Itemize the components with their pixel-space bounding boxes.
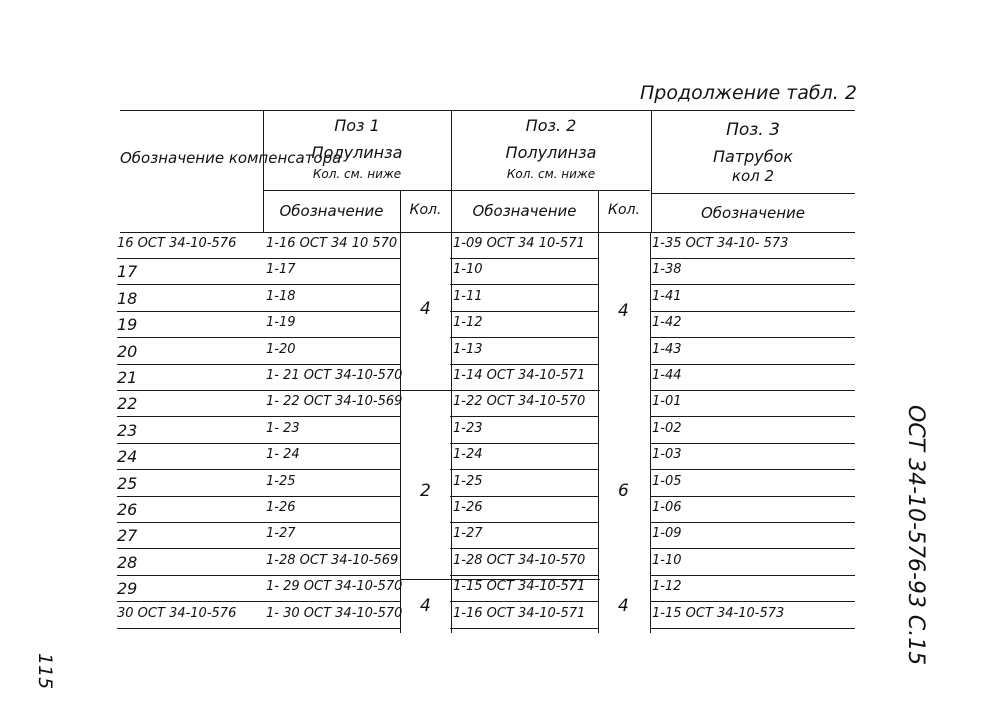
row-rule	[262, 522, 400, 523]
row-rule	[450, 443, 598, 444]
pos1-note: Кол. см. ниже	[312, 167, 402, 181]
row-rule	[450, 628, 598, 629]
continuation-caption: Продолжение табл. 2	[640, 82, 857, 104]
row-rule	[650, 496, 855, 497]
cell-compensator: 30 ОСТ 34-10-576	[117, 605, 237, 621]
cell-pos1-designation: 1-16 ОСТ 34 10 570	[266, 236, 398, 251]
cell-pos1-designation: 1- 29 ОСТ 34-10-570	[266, 579, 403, 595]
row-rule	[450, 522, 598, 523]
cell-pos1-designation: 1-27	[266, 526, 296, 542]
row-rule	[117, 364, 263, 365]
cell-pos2-designation: 1-24	[453, 447, 483, 463]
row-rule	[450, 337, 598, 338]
cell-pos1-designation: 1-17	[266, 262, 296, 278]
row-rule	[650, 548, 855, 549]
row-rule	[117, 337, 263, 338]
cell-compensator: 25	[117, 473, 138, 493]
row-rule	[117, 469, 263, 470]
row-rule	[262, 443, 400, 444]
cell-compensator: 16 ОСТ 34-10-576	[117, 236, 237, 251]
cell-pos2-designation: 1-25	[453, 473, 483, 489]
header-designation: Обозначение компенсатора	[120, 149, 342, 167]
row-rule	[262, 284, 400, 285]
cell-pos1-designation: 1-26	[266, 500, 296, 515]
pos3-name: Патрубок	[712, 147, 794, 166]
cell-pos2-designation: 1-26	[453, 500, 483, 515]
pos1-title: Поз 1	[334, 116, 380, 135]
pos1-name: Полулинза	[311, 143, 403, 162]
pos2-title: Поз. 2	[525, 116, 577, 135]
row-rule	[262, 628, 400, 629]
cell-pos3-designation: 1-35 ОСТ 34-10- 573	[652, 236, 789, 251]
row-rule	[650, 601, 855, 602]
row-rule	[450, 601, 598, 602]
pos2-qty-group-3: 4	[618, 596, 629, 616]
row-rule	[117, 601, 263, 602]
pos2-sub-qty: Кол.	[608, 202, 640, 218]
row-rule	[450, 416, 598, 417]
row-rule	[117, 311, 263, 312]
pos3-sub-designation: Обозначение	[700, 204, 806, 222]
cell-pos2-designation: 1-09 ОСТ 34 10-571	[453, 236, 585, 251]
row-rule	[262, 258, 400, 259]
cell-pos3-designation: 1-10	[652, 552, 682, 568]
row-rule	[262, 496, 400, 497]
cell-pos2-designation: 1-27	[453, 526, 483, 542]
qty-divider-pos1-left	[400, 190, 401, 633]
row-rule	[117, 628, 263, 629]
cell-pos3-designation: 1-42	[652, 315, 682, 331]
cell-pos1-designation: 1-19	[266, 315, 296, 331]
cell-compensator: 19	[117, 315, 138, 335]
row-rule	[450, 496, 598, 497]
cell-pos2-designation: 1-13	[453, 341, 483, 357]
cell-pos1-designation: 1- 21 ОСТ 34-10-570	[266, 368, 403, 383]
row-rule	[450, 364, 598, 365]
cell-compensator: 17	[117, 262, 138, 282]
cell-pos3-designation: 1-01	[652, 394, 682, 410]
row-rule	[262, 390, 400, 391]
cell-pos3-designation: 1-38	[652, 262, 682, 278]
page-number: 115	[34, 653, 56, 690]
cell-pos2-designation: 1-10	[453, 262, 483, 278]
row-rule	[117, 443, 263, 444]
cell-pos3-designation: 1-06	[652, 500, 682, 515]
row-rule	[262, 469, 400, 470]
cell-compensator: 22	[117, 394, 138, 414]
row-rule	[650, 443, 855, 444]
row-rule	[262, 337, 400, 338]
cell-pos2-designation: 1-14 ОСТ 34-10-571	[453, 368, 586, 383]
row-rule	[262, 416, 400, 417]
pos2-note: Кол. см. ниже	[506, 167, 596, 181]
pos1-qty-group-3: 4	[420, 596, 431, 616]
row-rule	[650, 284, 855, 285]
row-rule	[650, 337, 855, 338]
cell-pos3-designation: 1-12	[652, 579, 682, 595]
row-rule	[450, 390, 598, 391]
pos1-qty-group-1: 4	[420, 299, 431, 319]
cell-pos1-designation: 1-28 ОСТ 34-10-569	[266, 552, 399, 568]
table-top-rule	[120, 110, 855, 111]
row-rule	[650, 311, 855, 312]
row-rule	[117, 390, 263, 391]
row-rule	[117, 258, 263, 259]
row-rule	[117, 548, 263, 549]
pos3-note: кол 2	[731, 167, 775, 185]
row-rule	[262, 548, 400, 549]
cell-pos3-designation: 1-15 ОСТ 34-10-573	[652, 605, 785, 621]
cell-pos2-designation: 1-12	[453, 315, 483, 331]
cell-pos1-designation: 1-25	[266, 473, 296, 489]
cell-pos3-designation: 1-41	[652, 288, 682, 304]
pos2-name: Полулинза	[505, 143, 597, 162]
cell-pos2-designation: 1-15 ОСТ 34-10-571	[453, 579, 586, 595]
cell-pos1-designation: 1- 24	[266, 447, 300, 463]
cell-compensator: 18	[117, 288, 138, 308]
cell-pos1-designation: 1- 22 ОСТ 34-10-569	[266, 394, 403, 410]
cell-compensator: 24	[117, 447, 138, 467]
cell-pos2-designation: 1-11	[453, 288, 483, 304]
qty-divider-pos1-right	[451, 232, 452, 633]
row-rule	[117, 284, 263, 285]
qty-divider-pos2-left	[598, 190, 599, 633]
cell-pos3-designation: 1-02	[652, 420, 682, 436]
cell-compensator: 23	[117, 420, 138, 440]
row-rule	[262, 311, 400, 312]
cell-compensator: 26	[117, 500, 138, 519]
subheader-rule	[263, 190, 650, 191]
cell-pos1-designation: 1- 23	[266, 420, 300, 436]
pos2-qty-group-2: 6	[618, 481, 629, 501]
row-rule	[450, 284, 598, 285]
cell-pos2-designation: 1-28 ОСТ 34-10-570	[453, 552, 586, 568]
qty-divider-pos2-right	[650, 232, 651, 633]
cell-pos3-designation: 1-44	[652, 368, 682, 383]
row-rule	[117, 496, 263, 497]
cell-pos2-designation: 1-16 ОСТ 34-10-571	[453, 605, 586, 621]
cell-pos3-designation: 1-09	[652, 526, 682, 542]
row-rule	[650, 469, 855, 470]
header-bottom-rule	[120, 232, 855, 233]
cell-compensator: 21	[117, 368, 138, 387]
pos1-sub-designation: Обозначение	[279, 202, 384, 220]
cell-pos2-designation: 1-23	[453, 420, 483, 436]
row-rule	[450, 548, 598, 549]
cell-compensator: 28	[117, 552, 138, 572]
row-rule	[650, 390, 855, 391]
row-rule	[450, 258, 598, 259]
document-code-side-label: ОСТ 34-10-576-93 С.15	[903, 405, 928, 666]
cell-pos1-designation: 1-18	[266, 288, 296, 304]
row-rule	[650, 416, 855, 417]
row-rule	[262, 575, 400, 576]
cell-pos2-designation: 1-22 ОСТ 34-10-570	[453, 394, 586, 410]
row-rule	[117, 575, 263, 576]
row-rule	[450, 469, 598, 470]
pos1-qty-group-2: 2	[420, 481, 431, 501]
row-rule	[117, 416, 263, 417]
cell-compensator: 20	[117, 341, 138, 361]
cell-compensator: 27	[117, 526, 138, 546]
row-rule	[650, 258, 855, 259]
pos1-sub-qty: Кол.	[409, 202, 442, 218]
row-rule	[450, 575, 598, 576]
cell-pos1-designation: 1-20	[266, 341, 296, 357]
pos2-qty-group-1: 4	[618, 301, 629, 321]
pos2-sub-designation: Обозначение	[472, 202, 577, 220]
pos3-title: Поз. 3	[726, 120, 780, 140]
row-rule	[650, 628, 855, 629]
subheader-rule-pos3	[651, 193, 855, 194]
row-rule	[650, 522, 855, 523]
cell-pos3-designation: 1-03	[652, 447, 682, 463]
row-rule	[450, 311, 598, 312]
cell-compensator: 29	[117, 579, 138, 599]
row-rule	[650, 575, 855, 576]
row-rule	[262, 601, 400, 602]
row-rule	[650, 364, 855, 365]
row-rule	[117, 522, 263, 523]
row-rule	[262, 364, 400, 365]
cell-pos3-designation: 1-05	[652, 473, 682, 489]
cell-pos3-designation: 1-43	[652, 341, 682, 357]
cell-pos1-designation: 1- 30 ОСТ 34-10-570	[266, 605, 403, 621]
